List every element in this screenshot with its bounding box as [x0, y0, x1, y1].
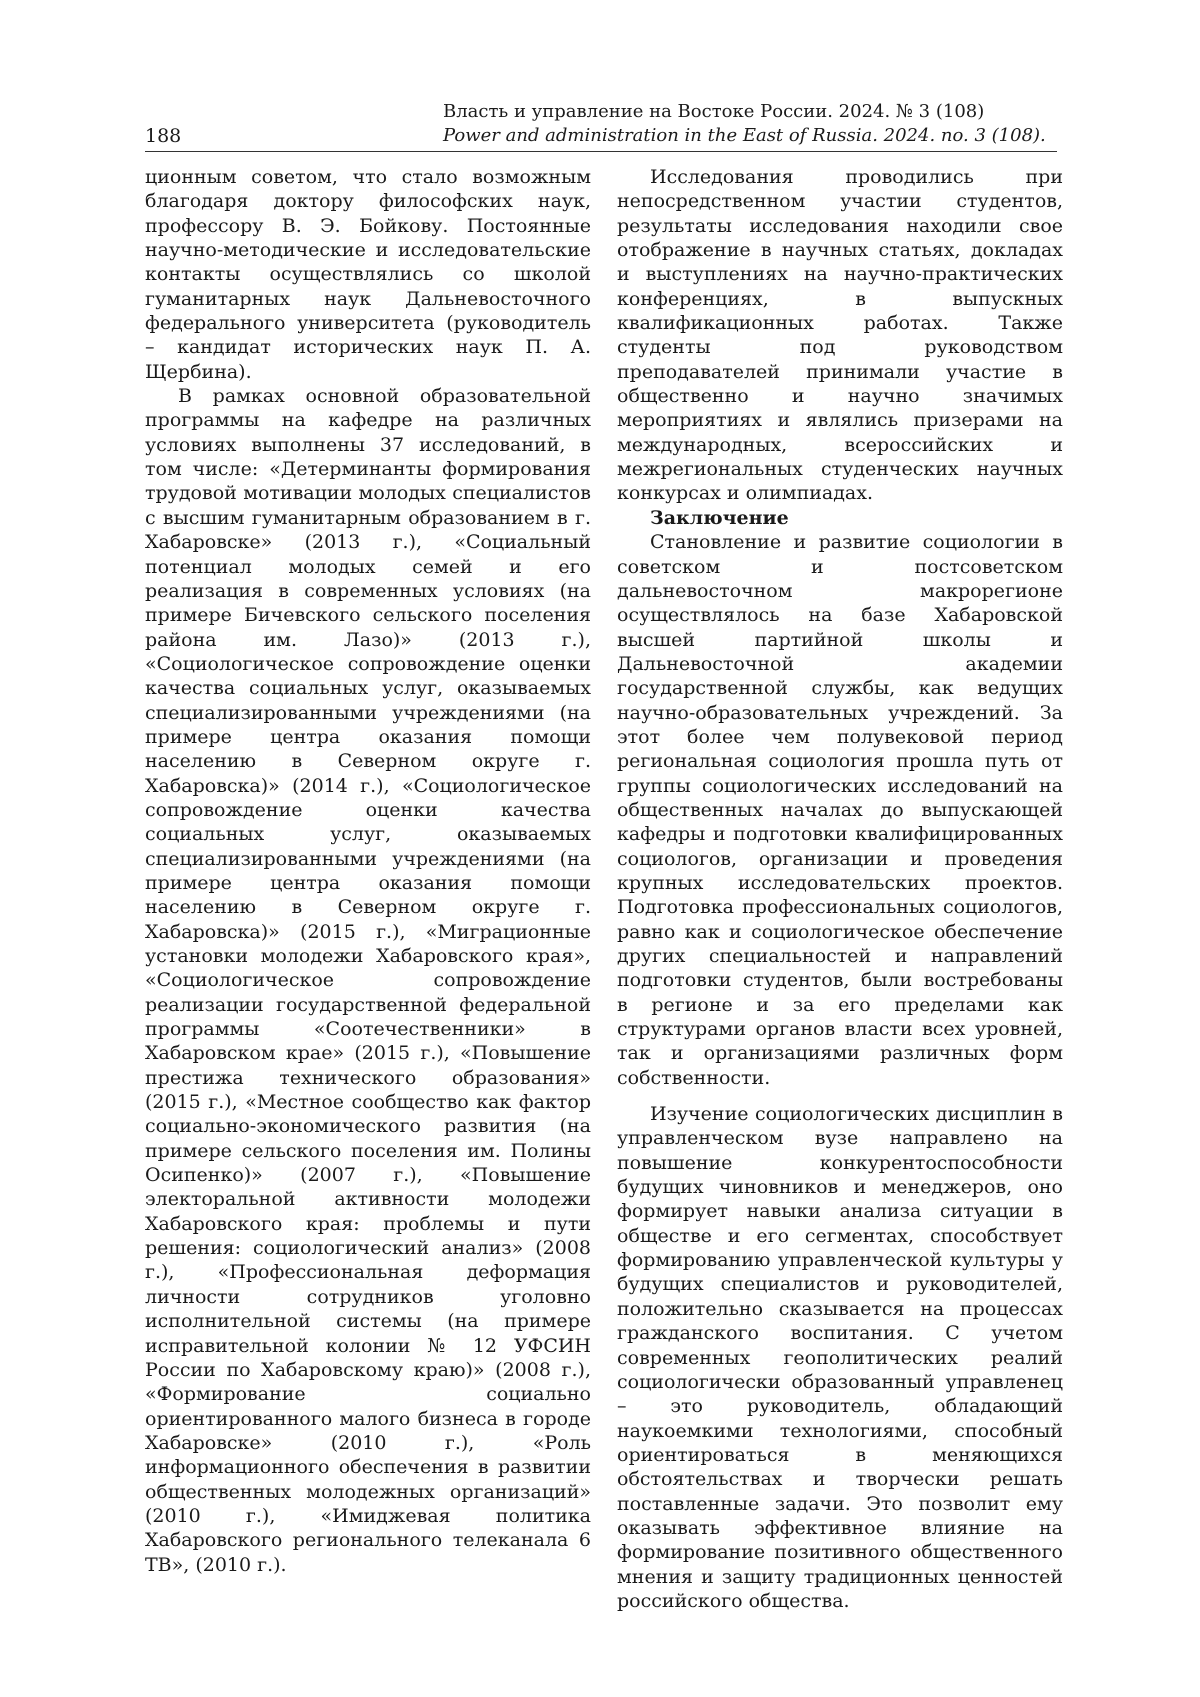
left-column	[145, 165, 591, 1577]
paragraph: ционным советом, что стало возможным благодаря доктору философских наук, профессору В. Э. Бойкову. Постоянные научно-методические и исследовательские контакты осуществлялись со школой гуманитарных наук Дальневосточного федерального университета (руководитель – кандидат исторических наук П. А. Щербина).	[145, 166, 591, 383]
paragraph: В рамках основной образовательной программы на кафедре на различных условиях выполнены 37 исследований, в том числе: «Детерминанты формирования трудовой мотивации молодых специалистов с высшим гуманитарным образованием в г. Хабаровске» (2013 г.), «Социальный потенциал молодых семей и его реализация в современных условиях (на примере Бичевского сельского поселения района им. Лазо)» (2013 г.), «Социологическое сопровождение оценки качества социальных услуг, оказываемых специализированными учреждениями (на примере центра оказания помощи населению в Северном округе г. Хабаровска)» (2014 г.), «Социологическое сопровождение оценки качества социальных услуг, оказываемых специализированными учреждениями (на примере центра оказания помощи населению в Северном округе г. Хабаровска)» (2015 г.), «Миграционные установки молодежи Хабаровского края», «Социологическое сопровождение реализации государственной федеральной программы «Соотечественники» в Хабаровском крае» (2015 г.), «Повышение престижа технического образования» (2015 г.), «Местное сообщество как фактор социально-экономического развития (на примере сельского поселения им. Полины Осипенко)» (2007 г.), «Повышение электоральной активности молодежи Хабаровского края: проблемы и пути решения: социологический анализ» (2008 г.), «Профессиональная деформация личности сотрудников уголовно исполнительной системы (на примере исправительной колонии № 12 УФСИН России по Хабаровскому краю)» (2008 г.), «Формирование социально ориентированного малого бизнеса в городе Хабаровске» (2010 г.), «Роль информационного обеспечения в развитии общественных молодежных организаций» (2010 г.), «Имиджевая политика Хабаровского регионального телеканала 6 ТВ», (2010 г.).	[145, 385, 591, 1576]
journal-citation	[443, 100, 1046, 148]
paragraph: Изучение социологических дисциплин в управленческом вузе направлено на повышение конкурентоспособности будущих чиновников и менеджеров, оно формирует навыки анализа ситуации в обществе и его сегментах, способствует формированию управленческой культуры у будущих специалистов и руководителей, положительно сказывается на процессах гражданского воспитания. С учетом современных геополитических реалий социологически образованный управленец – это руководитель, обладающий наукоемкими технологиями, способный ориентироваться в меняющихся обстоятельствах и творчески решать поставленные задачи. Это позволит ему оказывать эффективное влияние на формирование позитивного общественного мнения и защиту традиционных ценностей российского общества.	[617, 1103, 1063, 1612]
journal-title-ru: Власть и управление на Востоке России. 2024. № 3 (108)	[443, 101, 985, 122]
header-rule	[145, 151, 1057, 152]
right-column	[617, 165, 1063, 1613]
journal-title-en: Power and administration in the East of Russia. 2024. no. 3 (108).	[443, 125, 1046, 146]
running-header	[145, 100, 1057, 150]
paragraph: Становление и развитие социологии в советском и постсоветском дальневосточном макрорегионе осуществлялось на базе Хабаровской высшей партийной школы и Дальневосточной академии государственной службы, как ведущих научно-образовательных учреждений. За этот более чем полувековой период региональная социология прошла путь от группы социологических исследований на общественных началах до выпускающей кафедры и подготовки квалифицированных социологов, организации и проведения крупных исследовательских проектов. Подготовка профессиональных социологов, равно как и социологическое обеспечение других специальностей и направлений подготовки студентов, были востребованы в регионе и за его пределами как структурами органов власти всех уровней, так и организациями различных форм собственности.	[617, 531, 1063, 1089]
section-heading: Заключение	[650, 506, 789, 529]
paragraph: Исследования проводились при непосредственном участии студентов, результаты исследования находили свое отображение в научных статьях, докладах и выступлениях на научно-практических конференциях, в выпускных квалификационных работах. Также студенты под руководством преподавателей принимали участие в общественно и научно значимых мероприятиях и являлись призерами на международных, всероссийских и межрегиональных студенческих научных конкурсах и олимпиадах.	[617, 166, 1063, 505]
page-number: 188	[145, 125, 182, 147]
